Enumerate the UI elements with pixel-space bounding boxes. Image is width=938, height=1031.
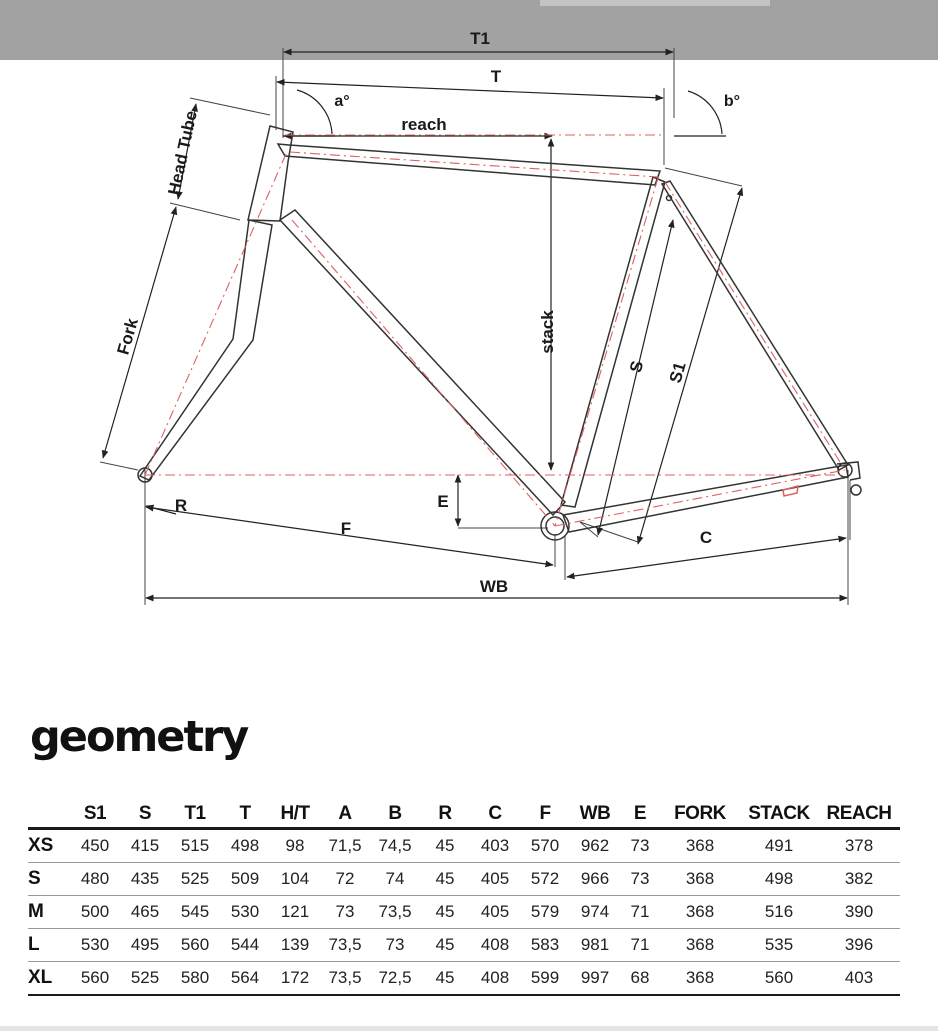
column-header: T1 <box>170 800 220 829</box>
table-cell: 997 <box>570 962 620 996</box>
geometry-title: geometry <box>30 712 248 762</box>
size-label: XL <box>28 962 70 996</box>
table-cell: 981 <box>570 929 620 962</box>
table-cell: 98 <box>270 829 320 863</box>
table-header-row <box>28 800 900 829</box>
table-cell: 498 <box>740 863 818 896</box>
table-cell: 974 <box>570 896 620 929</box>
column-header: WB <box>570 800 620 829</box>
column-header: STACK <box>740 800 818 829</box>
label-t: T <box>490 67 502 86</box>
table-cell: 71 <box>620 929 660 962</box>
table-row <box>28 863 900 896</box>
size-label: S <box>28 863 70 896</box>
table-cell: 45 <box>420 863 470 896</box>
table-cell: 544 <box>220 929 270 962</box>
banner-highlight <box>540 0 770 6</box>
table-cell: 560 <box>740 962 818 996</box>
table-row <box>28 896 900 929</box>
table-cell: 73 <box>620 829 660 863</box>
table-cell: 121 <box>270 896 320 929</box>
frame-geometry-diagram <box>0 29 938 620</box>
label-s: S <box>626 358 648 375</box>
table-cell: 390 <box>818 896 900 929</box>
column-header: FORK <box>660 800 740 829</box>
table-cell: 498 <box>220 829 270 863</box>
table-body <box>28 829 900 996</box>
size-label: M <box>28 896 70 929</box>
size-label: XS <box>28 829 70 863</box>
table-cell: 73 <box>370 929 420 962</box>
label-f: F <box>340 519 352 538</box>
table-cell: 480 <box>70 863 120 896</box>
table-cell: 405 <box>470 863 520 896</box>
table-cell: 572 <box>520 863 570 896</box>
table-cell: 368 <box>660 863 740 896</box>
column-header: REACH <box>818 800 900 829</box>
column-header: R <box>420 800 470 829</box>
dimension-lines <box>103 52 847 598</box>
table-cell: 962 <box>570 829 620 863</box>
table-cell: 104 <box>270 863 320 896</box>
table-cell: 73,5 <box>320 929 370 962</box>
table-cell: 415 <box>120 829 170 863</box>
table-cell: 73,5 <box>370 896 420 929</box>
table-cell: 382 <box>818 863 900 896</box>
table-cell: 515 <box>170 829 220 863</box>
label-fork: Fork <box>113 316 142 357</box>
table-cell: 73,5 <box>320 962 370 996</box>
table-cell: 465 <box>120 896 170 929</box>
table-cell: 74 <box>370 863 420 896</box>
table-cell: 45 <box>420 896 470 929</box>
table-cell: 560 <box>170 929 220 962</box>
label-e: E <box>437 492 449 511</box>
column-header: C <box>470 800 520 829</box>
table-cell: 491 <box>740 829 818 863</box>
top-banner <box>0 0 938 60</box>
label-a-angle: a° <box>334 93 350 110</box>
table-cell: 71,5 <box>320 829 370 863</box>
bike-frame <box>138 126 861 540</box>
table-cell: 368 <box>660 896 740 929</box>
label-c: C <box>699 528 713 547</box>
table-row <box>28 962 900 996</box>
size-label: L <box>28 929 70 962</box>
table-cell: 560 <box>70 962 120 996</box>
table-cell: 564 <box>220 962 270 996</box>
column-header: T <box>220 800 270 829</box>
table-cell: 403 <box>818 962 900 996</box>
table-cell: 71 <box>620 896 660 929</box>
table-cell: 500 <box>70 896 120 929</box>
extension-lines <box>100 48 850 605</box>
label-stack: stack <box>538 310 557 354</box>
column-header: S <box>120 800 170 829</box>
table-cell: 530 <box>70 929 120 962</box>
table-cell: 405 <box>470 896 520 929</box>
table-cell: 73 <box>620 863 660 896</box>
table-cell: 396 <box>818 929 900 962</box>
table-cell: 378 <box>818 829 900 863</box>
table-cell: 368 <box>660 962 740 996</box>
table-cell: 509 <box>220 863 270 896</box>
column-header: S1 <box>70 800 120 829</box>
label-t1: T1 <box>470 29 490 48</box>
table-cell: 535 <box>740 929 818 962</box>
geometry-table <box>28 800 900 996</box>
table-cell: 599 <box>520 962 570 996</box>
label-head-tube: Head Tube <box>164 108 201 197</box>
label-wb: WB <box>479 577 509 596</box>
table-cell: 545 <box>170 896 220 929</box>
table-cell: 72,5 <box>370 962 420 996</box>
table-cell: 579 <box>520 896 570 929</box>
table-cell: 580 <box>170 962 220 996</box>
table-cell: 408 <box>470 962 520 996</box>
table-cell: 139 <box>270 929 320 962</box>
table-cell: 45 <box>420 929 470 962</box>
table-cell: 45 <box>420 829 470 863</box>
table-cell: 74,5 <box>370 829 420 863</box>
table-cell: 172 <box>270 962 320 996</box>
table-row <box>28 929 900 962</box>
bottom-divider <box>0 1026 938 1031</box>
table-cell: 45 <box>420 962 470 996</box>
table-cell: 570 <box>520 829 570 863</box>
table-cell: 408 <box>470 929 520 962</box>
table-cell: 368 <box>660 929 740 962</box>
column-header: E <box>620 800 660 829</box>
table-cell: 530 <box>220 896 270 929</box>
table-row <box>28 829 900 863</box>
label-b-angle: b° <box>723 93 741 110</box>
label-r: R <box>174 496 188 515</box>
table-cell: 73 <box>320 896 370 929</box>
table-cell: 435 <box>120 863 170 896</box>
table-cell: 516 <box>740 896 818 929</box>
label-s1: S1 <box>665 359 690 386</box>
column-header: H/T <box>270 800 320 829</box>
table-cell: 368 <box>660 829 740 863</box>
column-header: B <box>370 800 420 829</box>
table-cell: 450 <box>70 829 120 863</box>
table-cell: 525 <box>120 962 170 996</box>
table-cell: 525 <box>170 863 220 896</box>
table-cell: 966 <box>570 863 620 896</box>
table-cell: 68 <box>620 962 660 996</box>
column-header: F <box>520 800 570 829</box>
table-cell: 403 <box>470 829 520 863</box>
table-cell: 72 <box>320 863 370 896</box>
column-header <box>28 800 70 829</box>
table-cell: 583 <box>520 929 570 962</box>
table-cell: 495 <box>120 929 170 962</box>
label-reach: reach <box>401 115 447 134</box>
column-header: A <box>320 800 370 829</box>
